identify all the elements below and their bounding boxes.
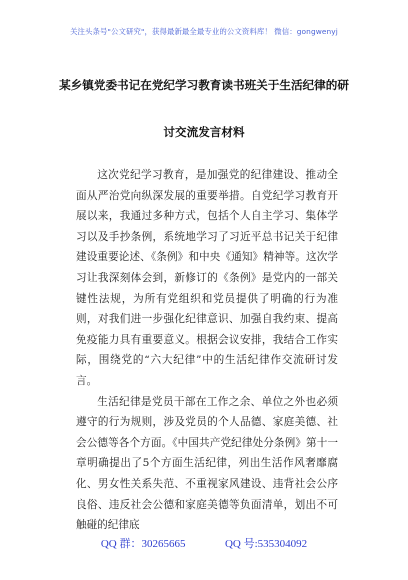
- document-title-line-2: 讨交流发言材料: [163, 125, 245, 139]
- header-promo-link[interactable]: 关注头条号"公文研究"，获得最新最全最专业的公文资料库！ 微信：gongwenyj: [70, 27, 338, 36]
- footer-qq-number-link[interactable]: QQ 号:535304092: [224, 538, 308, 550]
- body-paragraph: 这次党纪学习教育，是加强党的纪律建设、推动全面从严治党向纵深发展的重要举措。自党纪学习教育开展以来，我通过多种方式，包括个人自主学习、集体学习以及手抄条例，系统地学习了习近平总书记关于纪律建设重要论述、《条例》和中央《通知》精神等。这次学习让我深刻体会到，新修订的《条例》是党内的一部关键性法规，为所有党组织和党员提供了明确的行为准则，对我们进一步强化纪律意识、加强自我约束、提高免疫能力具有重要意义。根据会议安排，我结合工作实际，围绕党的“六大纪律”中的生活纪律作交流研讨发言。: [76, 169, 338, 387]
- footer-contacts: [0, 535, 408, 551]
- footer-qq-group-link[interactable]: QQ 群：30265665: [100, 538, 186, 550]
- body-paragraph: 生活纪律是党员干部在工作之余、单位之外也必须遵守的行为规则，涉及党员的个人品德、家庭美德、社会公德等各个方面。《中国共产党纪律处分条例》第十一章明确提出了5个方面生活纪律，列出生活作风奢靡腐化、男女性关系失范、不重视家风建设、违背社会公序良俗、违反社会公德和家庭美德等负面清单，划出不可触碰的纪律底: [76, 395, 338, 532]
- document-title-line-1: 某乡镇党委书记在党纪学习教育读书班关于生活纪律的研: [59, 78, 349, 92]
- document-body: [76, 165, 338, 536]
